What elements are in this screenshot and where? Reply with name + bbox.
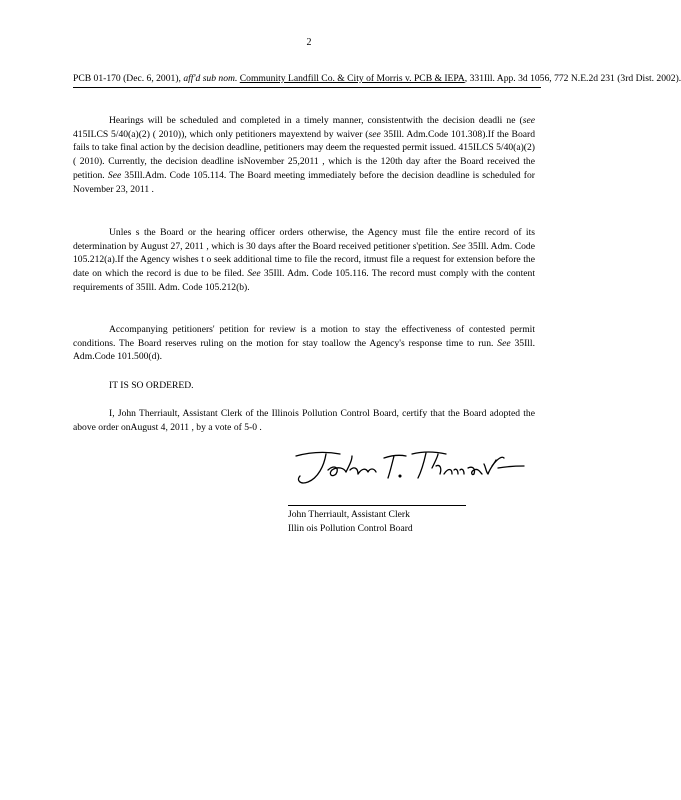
- hearings-text-2: 415ILCS 5/40(a)(2) ( 2010)), which only petitioners mayextend by waiver (: [73, 128, 369, 140]
- hearings-text-3: 35Ill. Adm.Code 101.308).If the Board fails to take final action by the decision deadline, petitioners may deem the requested permit issued. 415ILCS 5/40(a)(2) ( 2010). Currently, the decision deadline isNovember 25,2011 , which is the 120th day after the Board received the petition.: [73, 128, 535, 181]
- citation-case-name: Community Landfill Co. & City of Morris v. PCB & IEPA: [239, 73, 465, 84]
- signatory-board: Illin ois Pollution Control Board: [288, 522, 413, 534]
- citation-line: [73, 72, 681, 88]
- paragraph-record: [73, 226, 535, 295]
- citation-prefix: PCB 01-170 (Dec. 6, 2001),: [73, 73, 184, 84]
- signature-block: [288, 508, 538, 535]
- handwritten-signature: [288, 446, 528, 490]
- paragraph-motion: [73, 323, 535, 364]
- certification-paragraph: I, John Therriault, Assistant Clerk of the Illinois Pollution Control Board, certify that the Board adopted the above order onAugust 4, 2011 , by a vote of 5-0 .: [73, 408, 535, 433]
- record-text-3: 35Ill. Adm. Code 105.116. The record must comply with the content requirements of 35Ill. Adm. Code 105.212(b).: [73, 268, 535, 293]
- so-ordered: IT IS SO ORDERED.: [109, 380, 194, 391]
- hearings-see-1: see: [522, 115, 535, 126]
- motion-text-2: 35Ill. Adm.Code 101.500(d).: [73, 337, 535, 363]
- signatory-name-title: John Therriault, Assistant Clerk: [288, 509, 410, 520]
- page-number: 2: [306, 37, 312, 48]
- paragraph-hearings: [73, 114, 535, 196]
- record-see-1: See: [452, 240, 466, 252]
- hearings-see-3: See: [107, 169, 122, 181]
- record-text-2: 35Ill. Adm. Code 105.212(a).If the Agency wishes t o seek additional time to file the record, itmust file a request for extension before the date on which the record is due to be filed.: [73, 240, 535, 280]
- hearings-text-1: Hearings will be scheduled and completed in a timely manner, consistentwith the decision deadli ne (: [109, 115, 523, 126]
- hearings-see-2: see: [368, 128, 381, 140]
- hearings-text-4: 35Ill.Adm. Code 105.114. The Board meeting immediately before the decision deadline is scheduled for November 23, 2011 .: [73, 169, 535, 195]
- record-see-2: See: [247, 268, 261, 280]
- motion-see-1: See: [497, 337, 511, 349]
- signature-line: [288, 505, 466, 506]
- citation-affd: aff'd sub nom.: [183, 73, 238, 84]
- record-text-1: Unles s the Board or the hearing officer orders otherwise, the Agency must file the entire record of its determination by August 27, 2011 , which is 30 days after the Board received petitioner s'petition.: [73, 227, 535, 252]
- motion-text-1: Accompanying petitioners' petition for review is a motion to stay the effectiveness of contested permit conditions. The Board reserves ruling on the motion for stay toallow the Agency's response time to run.: [73, 324, 535, 349]
- citation-suffix: , 331Ill. App. 3d 1056, 772 N.E.2d 231 (3rd Dist. 2002).: [464, 73, 681, 84]
